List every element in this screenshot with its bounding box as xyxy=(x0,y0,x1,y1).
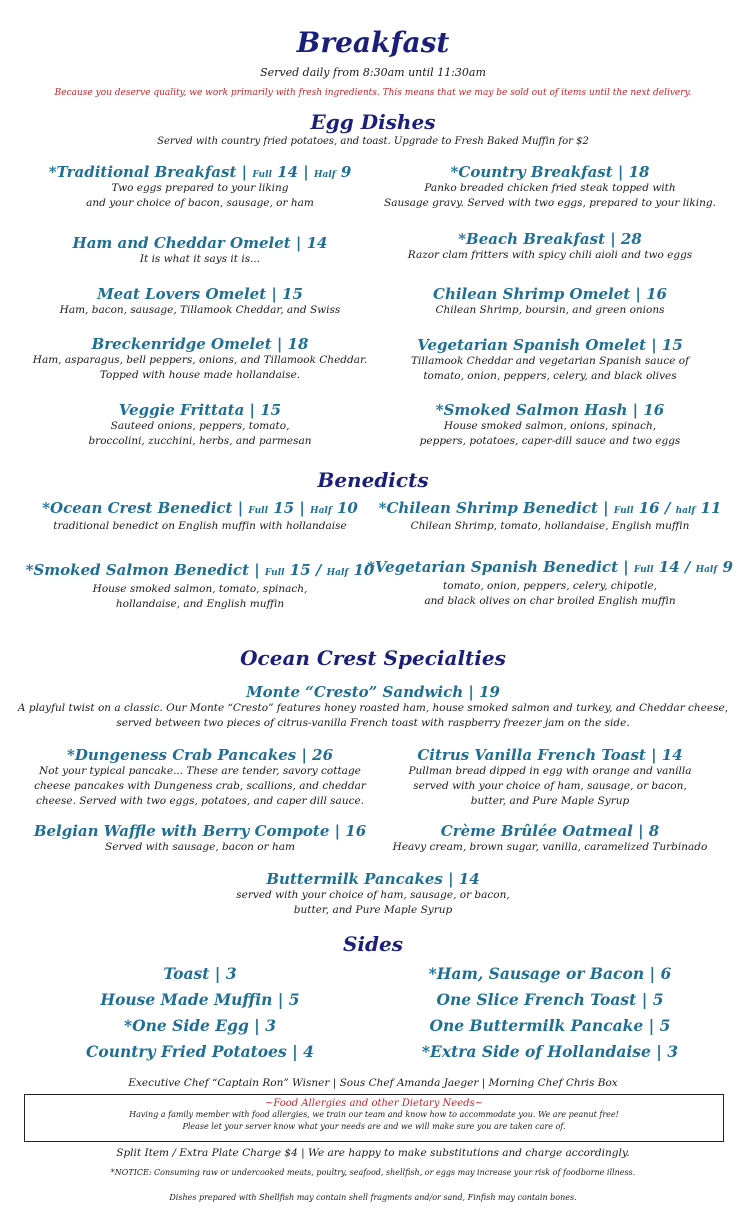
side-item: One Slice French Toast | 5 xyxy=(436,990,664,1009)
side-item: House Made Muffin | 5 xyxy=(100,990,300,1009)
allergy-text-1: Having a family member with food allergies, we train our team and know how to accommodate you. We are peanut free! xyxy=(129,1110,619,1119)
raw-food-notice: *NOTICE: Consuming raw or undercooked meats, poultry, seafood, shellfish, or eggs may increase your risk of foodborne illness. xyxy=(110,1168,636,1177)
menu-item-chilean-shrimp-omelet: Chilean Shrimp Omelet | 16 Chilean Shrimp, boursin, and green onions xyxy=(433,285,667,316)
menu-item-ham-cheddar-omelet: Ham and Cheddar Omelet | 14 It is what it says it is... xyxy=(72,234,328,265)
split-charge-note: Split Item / Extra Plate Charge $4 | We are happy to make substitutions and charge accordingly. xyxy=(116,1147,630,1159)
chef-credits: Executive Chef “Captain Ron” Wisner | Sous Chef Amanda Jaeger | Morning Chef Chris Box xyxy=(128,1077,618,1089)
side-item: One Buttermilk Pancake | 5 xyxy=(429,1016,671,1035)
menu-item-breckenridge-omelet: Breckenridge Omelet | 18 Ham, asparagus, bell peppers, onions, and Tillamook Cheddar. Topped with house made hollandaise. xyxy=(32,335,368,381)
menu-item-traditional-breakfast: *Traditional Breakfast | Full 14 | Half 9 Two eggs prepared to your liking and your choice of bacon, sausage, or ham xyxy=(48,163,352,209)
side-item: Toast | 3 xyxy=(163,964,237,983)
allergy-box xyxy=(24,1094,724,1142)
hours-text: Served daily from 8:30am until 11:30am xyxy=(260,66,486,79)
menu-item-buttermilk-pancakes: Buttermilk Pancakes | 14 served with your choice of ham, sausage, or bacon, butter, and Pure Maple Syrup xyxy=(236,870,510,916)
menu-item-monte-cresto: Monte “Cresto” Sandwich | 19 A playful twist on a classic. Our Monte “Cresto” features honey roasted ham, house smoked salmon and turkey, and Cheddar cheese, served between two pieces of citrus-vanilla French toast with raspberry freezer jam on the side. xyxy=(17,683,729,729)
shellfish-notice: Dishes prepared with Shellfish may contain shell fragments and/or sand, Finfish may contain bones. xyxy=(169,1193,577,1202)
menu-item-ocean-crest-benedict: *Ocean Crest Benedict | Full 15 | Half 10 traditional benedict on English muffin with hollandaise xyxy=(42,499,358,532)
side-item: *Extra Side of Hollandaise | 3 xyxy=(421,1042,679,1061)
menu-item-creme-brulee-oatmeal: Crème Brûlée Oatmeal | 8 Heavy cream, brown sugar, vanilla, caramelized Turbinado xyxy=(392,822,708,853)
specialties-heading: Ocean Crest Specialties xyxy=(240,646,506,670)
quality-note: Because you deserve quality, we work primarily with fresh ingredients. This means that we may be sold out of items until the next delivery. xyxy=(54,88,692,98)
menu-item-veggie-frittata: Veggie Frittata | 15 Sauteed onions, peppers, tomato, broccolini, zucchini, herbs, and parmesan xyxy=(88,401,312,447)
menu-item-vegetarian-spanish-omelet: Vegetarian Spanish Omelet | 15 Tillamook Cheddar and vegetarian Spanish sauce of tomato, onion, peppers, celery, and black olives xyxy=(411,336,689,382)
side-item: *Ham, Sausage or Bacon | 6 xyxy=(428,964,672,983)
benedicts-heading: Benedicts xyxy=(317,468,429,492)
menu-item-chilean-shrimp-benedict: *Chilean Shrimp Benedict | Full 16 / half 11 Chilean Shrimp, tomato, hollandaise, English muffin xyxy=(378,499,722,532)
menu-item-belgian-waffle: Belgian Waffle with Berry Compote | 16 Served with sausage, bacon or ham xyxy=(33,822,367,853)
page-title: Breakfast xyxy=(296,26,450,59)
menu-item-meat-lovers-omelet: Meat Lovers Omelet | 15 Ham, bacon, sausage, Tillamook Cheddar, and Swiss xyxy=(59,285,341,316)
sides-heading: Sides xyxy=(342,932,403,956)
side-item: Country Fried Potatoes | 4 xyxy=(86,1042,314,1061)
menu-item-smoked-salmon-benedict: *Smoked Salmon Benedict | Full 15 / Half 10 House smoked salmon, tomato, spinach, hollandaise, and English muffin xyxy=(25,561,375,610)
egg-dishes-subtitle: Served with country fried potatoes, and toast. Upgrade to Fresh Baked Muffin for $2 xyxy=(157,136,589,147)
allergy-title: ~Food Allergies and other Dietary Needs~ xyxy=(264,1098,484,1109)
allergy-text-2: Please let your server know what your needs are and we will make sure you are taken care of. xyxy=(182,1122,566,1131)
menu-item-citrus-vanilla-french-toast: Citrus Vanilla French Toast | 14 Pullman bread dipped in egg with orange and vanilla served with your choice of ham, sausage, or bacon, butter, and Pure Maple Syrup xyxy=(408,746,692,807)
egg-dishes-heading: Egg Dishes xyxy=(310,110,436,134)
menu-item-country-breakfast: *Country Breakfast | 18 Panko breaded chicken fried steak topped with Sausage gravy. Served with two eggs, prepared to your liking. xyxy=(384,163,716,209)
menu-item-dungeness-crab-pancakes: *Dungeness Crab Pancakes | 26 Not your typical pancake... These are tender, savory cottage cheese pancakes with Dungeness crab, scallions, and cheddar cheese. Served with two eggs, potatoes, and caper dill sauce. xyxy=(34,746,366,807)
menu-item-beach-breakfast: *Beach Breakfast | 28 Razor clam fritters with spicy chili aioli and two eggs xyxy=(407,230,693,261)
menu-item-vegetarian-spanish-benedict: *Vegetarian Spanish Benedict | Full 14 / Half 9 tomato, onion, peppers, celery, chipotle, and black olives on char broiled English muffin xyxy=(367,558,733,607)
menu-item-smoked-salmon-hash: *Smoked Salmon Hash | 16 House smoked salmon, onions, spinach, peppers, potatoes, caper-dill sauce and two eggs xyxy=(419,401,681,447)
side-item: *One Side Egg | 3 xyxy=(123,1016,277,1035)
